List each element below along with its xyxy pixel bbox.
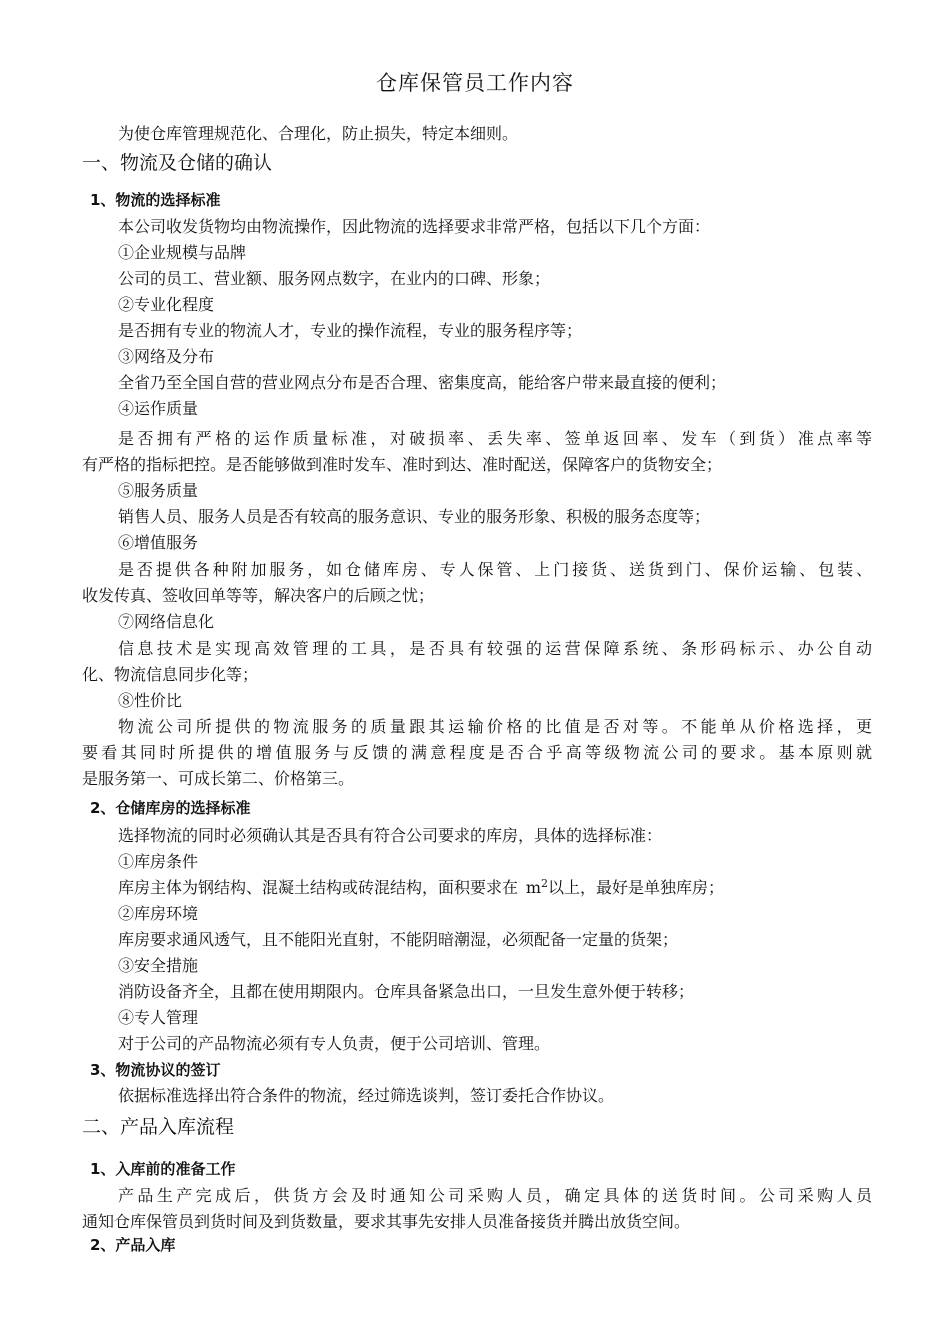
- item-title: ⑥增值服务: [118, 533, 199, 552]
- item-text: 是否拥有严格的运作质量标准，对破损率、丢失率、签单返回率、发车（到货）准点率等: [118, 429, 872, 448]
- item-title: ②专业化程度: [118, 295, 215, 314]
- item-title: ④专人管理: [118, 1008, 199, 1027]
- item-title: ⑤服务质量: [118, 481, 199, 500]
- item-text: 要看其同时所提供的增值服务与反馈的满意程度是否合乎高等级物流公司的要求。基本原则就: [82, 743, 872, 762]
- item-text: 有严格的指标把控。是否能够做到准时发车、准时到达、准时配送，保障客户的货物安全；: [82, 455, 723, 474]
- document-title: 仓库保管员工作内容: [376, 71, 574, 95]
- subsection-heading-1-3: 3、物流协议的签订: [90, 1061, 221, 1079]
- item-text: 公司的员工、营业额、服务网点数字，在业内的口碑、形象；: [118, 269, 551, 288]
- item-title: ①库房条件: [118, 852, 199, 871]
- subsection-heading-1-2: 2、仓储库房的选择标准: [90, 799, 251, 817]
- item-text: 是否提供各种附加服务，如仓储库房、专人保管、上门接货、送货到门、保价运输、包装、: [118, 560, 872, 579]
- item-text: 是服务第一、可成长第二、价格第三。: [82, 769, 355, 788]
- subsection-heading-2-1: 1、入库前的准备工作: [90, 1160, 236, 1178]
- unit-letter: m: [525, 878, 542, 897]
- item-text: 是否拥有专业的物流人才，专业的操作流程，专业的服务程序等；: [118, 321, 583, 340]
- paragraph: 通知仓库保管员到货时间及到货数量，要求其事先安排人员准备接货并腾出放货空间。: [82, 1212, 691, 1231]
- item-text: 库房要求通风透气，且不能阳光直射，不能阴暗潮湿，必须配备一定量的货架；: [118, 930, 679, 949]
- item-text: 信息技术是实现高效管理的工具，是否具有较强的运营保障系统、条形码标示、办公自动: [118, 639, 872, 658]
- item-title: ⑧性价比: [118, 691, 183, 710]
- item-title: ①企业规模与品牌: [118, 243, 247, 262]
- item-text: 化、物流信息同步化等；: [82, 665, 259, 684]
- paragraph: 选择物流的同时必须确认其是否具有符合公司要求的库房，具体的选择标准：: [118, 826, 663, 845]
- item-text: 收发传真、签收回单等等，解决客户的后顾之忧；: [82, 586, 435, 605]
- item-text: 物流公司所提供的物流服务的质量跟其运输价格的比值是否对等。不能单从价格选择，更: [118, 717, 872, 736]
- item-title: ④运作质量: [118, 399, 199, 418]
- item-text: [118, 875, 872, 901]
- item-text: 销售人员、服务人员是否有较高的服务意识、专业的服务形象、积极的服务态度等；: [118, 507, 711, 526]
- intro-paragraph: 为使仓库管理规范化、合理化，防止损失，特定本细则。: [118, 124, 519, 143]
- paragraph: 产品生产完成后，供货方会及时通知公司采购人员，确定具体的送货时间。公司采购人员: [118, 1186, 872, 1205]
- paragraph: 依据标准选择出符合条件的物流，经过筛选谈判，签订委托合作协议。: [118, 1086, 615, 1105]
- item-title: ③安全措施: [118, 956, 199, 975]
- section-heading-1: 一、物流及仓储的确认: [82, 152, 273, 174]
- item-text-part: 以上，最好是单独库房；: [548, 878, 725, 897]
- item-text: 全省乃至全国自营的营业网点分布是否合理、密集度高，能给客户带来最直接的便利；: [118, 373, 727, 392]
- unit-square-meter: [524, 875, 548, 901]
- subsection-heading-1-1: 1、物流的选择标准: [90, 191, 221, 209]
- subsection-heading-2-2: 2、产品入库: [90, 1236, 176, 1254]
- item-title: ③网络及分布: [118, 347, 215, 366]
- item-text-part: 库房主体为钢结构、混凝土结构或砖混结构，面积要求在: [118, 878, 519, 897]
- section-heading-2: 二、产品入库流程: [82, 1116, 235, 1138]
- item-title: ②库房环境: [118, 904, 199, 923]
- paragraph: 本公司收发货物均由物流操作，因此物流的选择要求非常严格，包括以下几个方面：: [118, 217, 711, 236]
- item-text: 消防设备齐全，且都在使用期限内。仓库具备紧急出口，一旦发生意外便于转移；: [118, 982, 695, 1001]
- item-text: 对于公司的产品物流必须有专人负责，便于公司培训、管理。: [118, 1034, 551, 1053]
- unit-superscript: 2: [541, 877, 549, 890]
- item-title: ⑦网络信息化: [118, 612, 215, 631]
